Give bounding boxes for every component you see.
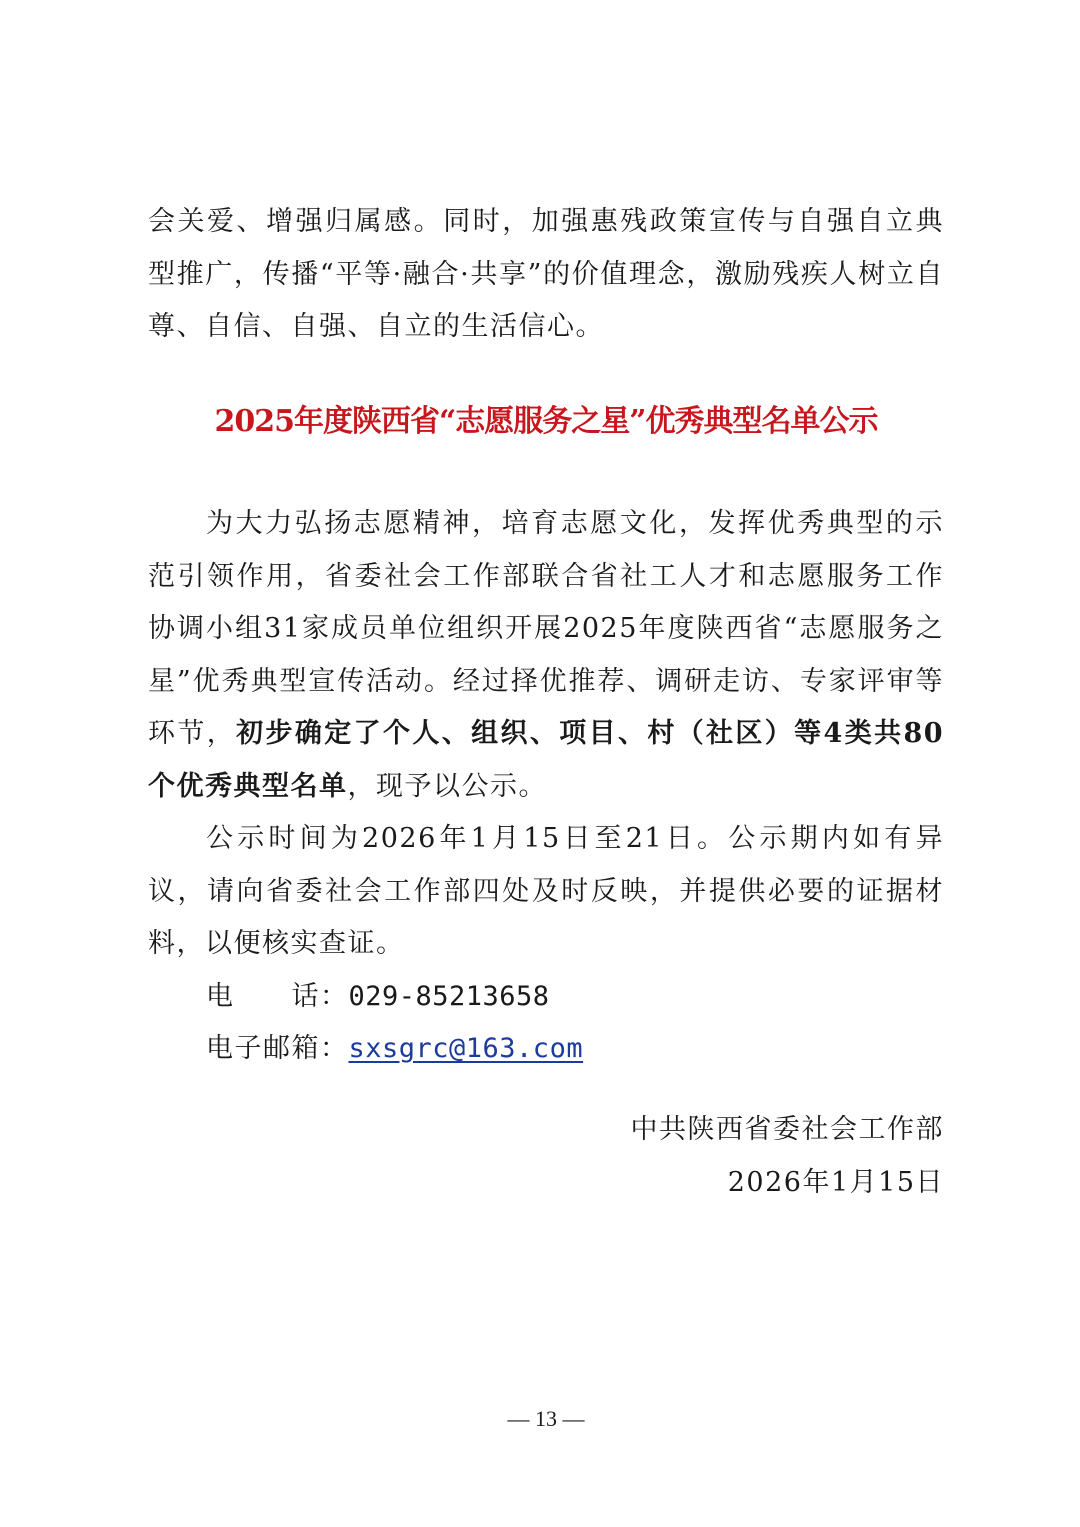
- continued-paragraph-block: [148, 196, 944, 354]
- announcement-paragraph-2: 公示时间为2026年1月15日至21日。公示期内如有异议，请向省委社会工作部四处及时反映，并提供必要的证据材料，以便核实查证。: [148, 823, 944, 959]
- paragraph-1-text-before-bold: 为大力弘扬志愿精神，培育志愿文化，发挥优秀典型的示范引领作用，省委社会工作部联合省社工人才和志愿服务工作协调小组31家成员单位组织开展2025年度陕西省“志愿服务之星”优秀典型宣传活动。经过择优推荐、调研走访、专家评审等环节，: [148, 508, 944, 749]
- paragraph-1-text-after-bold: ，现予以公示。: [347, 770, 547, 802]
- email-link[interactable]: sxsgrc@163.com: [348, 1033, 584, 1064]
- announcement-paragraph-1: [148, 498, 944, 813]
- section-title: 2025年度陕西省“志愿服务之星”优秀典型名单公示: [214, 404, 878, 439]
- email-label: 电子邮箱：: [206, 1033, 349, 1064]
- paragraph-1-bold-text: 初步确定了个人、组织、项目、村（社区）等4类共80个优秀典型名单: [148, 718, 945, 802]
- signature-date: 2026年1月15日: [727, 1166, 944, 1198]
- continued-paragraph: 会关爱、增强归属感。同时，加强惠残政策宣传与自强自立典型推广，传播“平等·融合·共享”的价值理念，激励残疾人树立自尊、自信、自强、自立的生活信心。: [148, 206, 944, 342]
- phone-value: 029-85213658: [348, 980, 550, 1012]
- signature-block: [631, 1104, 945, 1209]
- announcement-body: [148, 498, 944, 1076]
- contact-phone-line: [148, 971, 944, 1024]
- contact-email-line: [148, 1023, 944, 1076]
- signature-organization: 中共陕西省委社会工作部: [630, 1114, 944, 1145]
- page-number: — 13 —: [507, 1406, 585, 1431]
- document-page: [148, 0, 944, 1527]
- phone-label: 电 话：: [206, 980, 349, 1012]
